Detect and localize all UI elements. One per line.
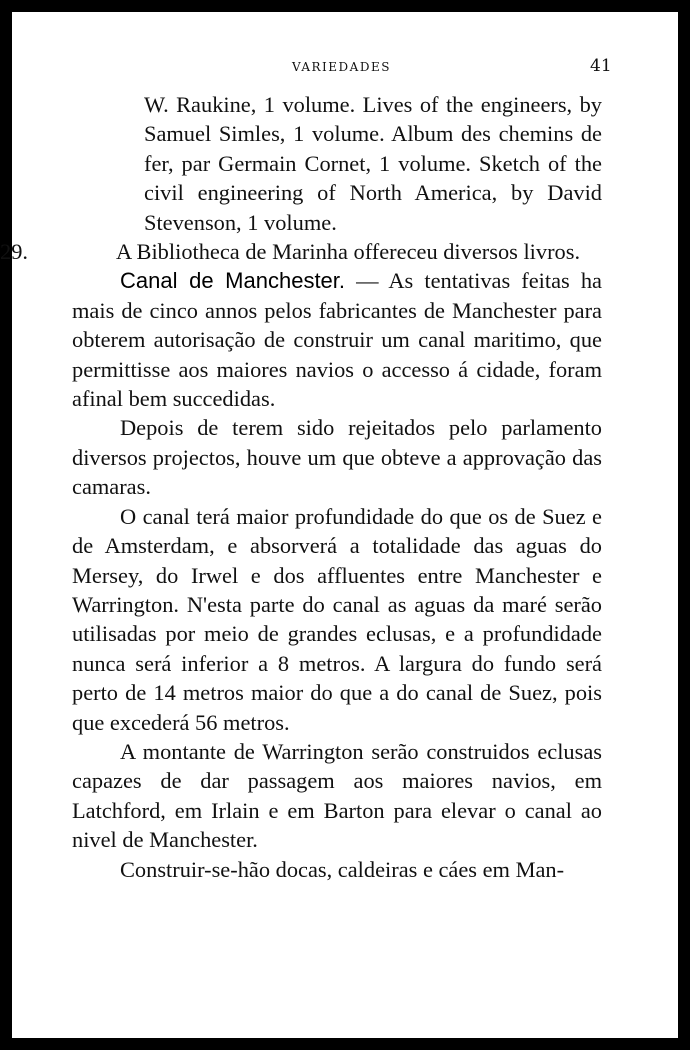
warrington-paragraph: A montante de Warrington serão construidos eclusas capazes de dar passagem aos maiores navios, em Latchford, em Irlain e em Barton para elevar o canal ao nivel de Manchester. (72, 738, 602, 853)
heading-dash: — (345, 268, 389, 294)
body-text (0, 90, 602, 884)
item-number: 29. (0, 239, 28, 265)
docks-paragraph: Construir-se-hão docas, caldeiras e cáes em Man- (120, 856, 565, 882)
page-number: 41 (590, 56, 612, 76)
parliament-paragraph: Depois de terem sido rejeitados pelo parlamento diversos projectos, houve um que obteve a approvação das camaras. (72, 415, 602, 500)
running-title: VARIEDADES (292, 60, 391, 74)
section-heading: Canal de Manchester. (120, 268, 346, 294)
item-text: A Bibliotheca de Marinha offereceu diversos livros. (116, 239, 581, 265)
list-item-29 (0, 237, 602, 266)
paragraph-text: As tentativas feitas ha mais de cinco annos pelos fabricantes de Manchester para obterem autorisação de construir um canal maritimo, que permittisse aos maiores navios o accesso á cidade, foram afinal bem succedidas. (72, 268, 602, 412)
book-list-paragraph: W. Raukine, 1 volume. Lives of the engineers, by Samuel Simles, 1 volume. Album des chemins de fer, par Germain Cornet, 1 volume. Sketch of the civil engineering of North America, by David Stevenson, 1 volume. (144, 92, 602, 235)
manchester-canal-paragraph (72, 266, 602, 413)
page-header (12, 56, 678, 80)
depth-paragraph: O canal terá maior profundidade do que os de Suez e de Amsterdam, e absorverá a totalidade das aguas do Mersey, do Irwel e dos affluentes entre Manchester e Warrington. N'esta parte do canal as aguas da maré serão utilisadas por meio de grandes eclusas, e a profundidade nunca será inferior a 8 metros. A largura do fundo será perto de 14 metros maior do que a do canal de Suez, pois que excederá 56 metros. (72, 503, 602, 735)
book-page (0, 12, 678, 1038)
